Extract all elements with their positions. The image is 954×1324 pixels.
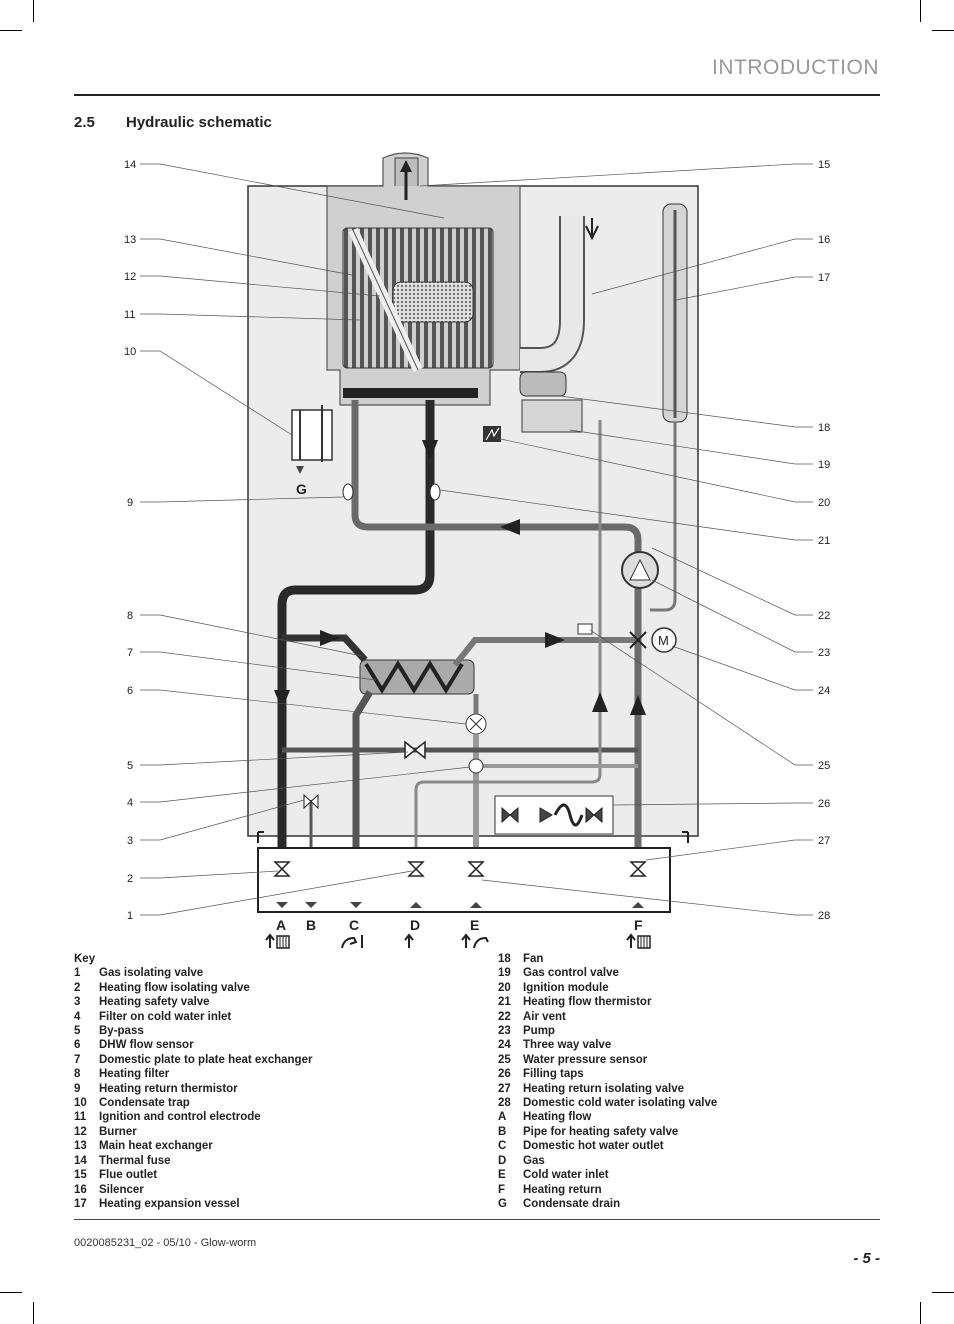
port-b-label: B (306, 917, 317, 933)
key-item: 18 Fan (498, 953, 544, 966)
key-item: 12 Burner (74, 1125, 137, 1138)
radiator-return-icon (627, 935, 650, 948)
page-heading (74, 114, 272, 131)
port-a-label: A (276, 917, 287, 933)
key-item: D Gas (498, 1154, 545, 1167)
crop-mark (920, 0, 921, 22)
callout-17: 17 (818, 272, 831, 284)
water-pressure-sensor (578, 624, 592, 634)
radiator-icon (266, 935, 289, 948)
heading-title: Hydraulic schematic (126, 114, 272, 131)
crop-mark (932, 1292, 954, 1293)
key-item: 10 Condensate trap (74, 1097, 190, 1110)
key-item: 6 DHW flow sensor (74, 1039, 194, 1052)
hydraulic-schematic (0, 140, 954, 960)
key-item: 11 Ignition and control electrode (74, 1111, 261, 1124)
callout-5: 5 (127, 760, 134, 772)
section-title: INTRODUCTION (712, 56, 879, 79)
key-item: 17 Heating expansion vessel (74, 1197, 240, 1210)
cold-water-tap-icon (462, 935, 488, 948)
callout-27: 27 (818, 835, 831, 847)
tap-icon (342, 935, 362, 948)
callout-26: 26 (818, 798, 831, 810)
callout-18: 18 (818, 422, 831, 434)
callout-11: 11 (124, 309, 136, 321)
header-rule (74, 94, 880, 96)
key-item: 15 Flue outlet (74, 1169, 158, 1182)
document-reference: 0020085231_02 - 05/10 - Glow-worm (74, 1237, 257, 1249)
callout-14: 14 (124, 159, 137, 171)
key-item: 26 Filling taps (498, 1068, 584, 1081)
port-symbols (266, 935, 650, 948)
key-item: 4 Filter on cold water inlet (74, 1010, 232, 1023)
crop-mark (33, 0, 34, 22)
callout-12: 12 (124, 271, 137, 283)
key-item: 24 Three way valve (498, 1039, 612, 1052)
key-item: B Pipe for heating safety valve (498, 1125, 679, 1138)
key-item: 20 Ignition module (498, 981, 609, 994)
heading-number: 2.5 (74, 114, 95, 131)
condensate-trap (292, 410, 332, 460)
callout-1: 1 (127, 910, 134, 922)
key-item: 14 Thermal fuse (74, 1154, 171, 1167)
callout-9: 9 (127, 497, 134, 509)
key-item: 2 Heating flow isolating valve (74, 981, 250, 994)
burner (393, 282, 473, 322)
callout-4: 4 (127, 797, 134, 809)
key-item: 1 Gas isolating valve (74, 967, 204, 980)
crop-mark (33, 1302, 34, 1324)
motor-label: M (658, 633, 669, 648)
key-item: 7 Domestic plate to plate heat exchanger (74, 1053, 313, 1066)
crop-mark (0, 1292, 22, 1293)
crop-mark (932, 30, 954, 31)
callout-15: 15 (818, 159, 831, 171)
key-item: 19 Gas control valve (498, 967, 619, 980)
callout-6: 6 (127, 685, 134, 697)
callout-25: 25 (818, 760, 831, 772)
callout-10: 10 (124, 346, 137, 358)
callout-19: 19 (818, 459, 831, 471)
key-item: 16 Silencer (74, 1183, 144, 1196)
callout-20: 20 (818, 497, 831, 509)
port-c-label: C (349, 917, 360, 933)
connection-box (258, 848, 670, 912)
callout-3: 3 (127, 835, 134, 847)
heating-flow-thermistor (430, 484, 440, 500)
crop-mark (920, 1302, 921, 1324)
callouts-right (818, 159, 830, 922)
gas-icon (405, 935, 413, 948)
key-title: Key (74, 953, 96, 965)
callout-24: 24 (818, 685, 831, 697)
gas-control-valve (522, 400, 582, 432)
callout-13: 13 (124, 234, 137, 246)
callout-22: 22 (818, 610, 831, 622)
key-item: 21 Heating flow thermistor (498, 996, 652, 1009)
key-item: F Heating return (498, 1183, 602, 1196)
fan (520, 372, 566, 396)
key-column-left (74, 966, 312, 1211)
key-item: 28 Domestic cold water isolating valve (498, 1097, 718, 1110)
key-item: 5 By-pass (74, 1025, 144, 1038)
key-item: E Cold water inlet (498, 1169, 609, 1182)
callout-21: 21 (818, 535, 831, 547)
callout-28: 28 (818, 910, 831, 922)
callout-7: 7 (127, 647, 134, 659)
callout-16: 16 (818, 234, 831, 246)
key-item: 27 Heating return isolating valve (498, 1082, 685, 1095)
key-item: 23 Pump (498, 1025, 555, 1038)
callout-23: 23 (818, 647, 831, 659)
callouts-left (124, 159, 136, 922)
key-item: 3 Heating safety valve (74, 996, 210, 1009)
cold-water-filter (469, 759, 483, 773)
key-item: 9 Heating return thermistor (74, 1082, 238, 1095)
key-item: 22 Air vent (498, 1010, 566, 1023)
key-item: 13 Main heat exchanger (74, 1140, 213, 1153)
key-item: C Domestic hot water outlet (498, 1140, 664, 1153)
callout-2: 2 (127, 873, 134, 885)
key-item: G Condensate drain (498, 1197, 621, 1210)
port-d-label: D (410, 917, 421, 933)
page-number: - 5 - (853, 1250, 880, 1267)
port-f-label: F (634, 917, 643, 933)
key-legend (74, 952, 880, 1210)
callout-8: 8 (127, 610, 134, 622)
port-e-label: E (470, 917, 480, 933)
footer-rule (74, 1219, 880, 1220)
key-column-right (498, 952, 717, 1211)
heating-return-thermistor (343, 484, 353, 500)
key-item: A Heating flow (498, 1111, 592, 1124)
port-labels (276, 917, 643, 933)
condensate-drain-label: G (296, 481, 307, 497)
key-item: 25 Water pressure sensor (498, 1053, 648, 1066)
key-item: 8 Heating filter (74, 1068, 170, 1081)
crop-mark (0, 30, 22, 31)
